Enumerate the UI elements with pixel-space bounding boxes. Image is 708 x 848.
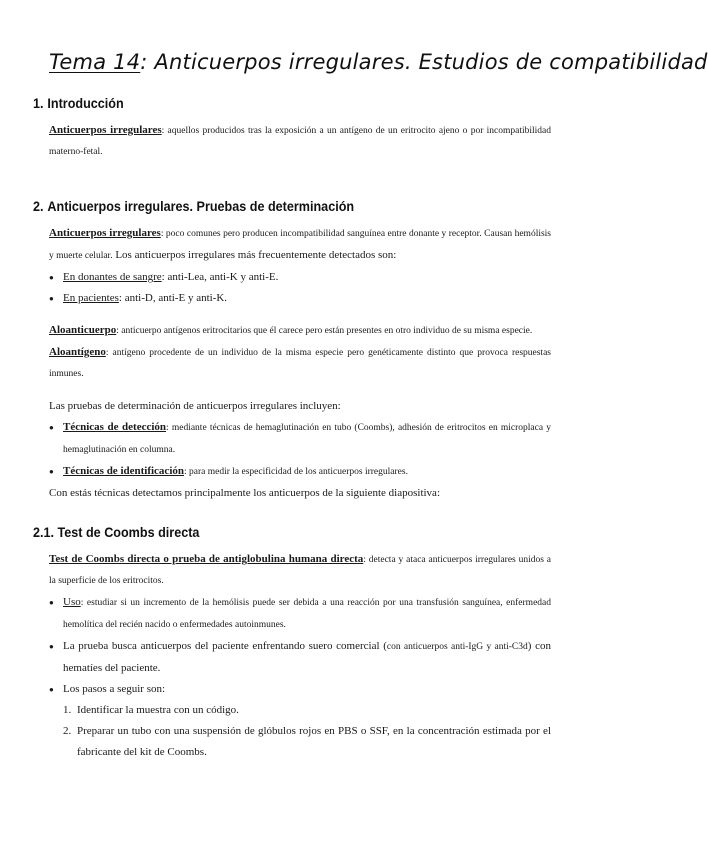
list-item: ● En donantes de sangre: anti-Lea, anti-K y anti-E. xyxy=(49,267,551,288)
section-2-1-heading: 2.1. Test de Coombs directa xyxy=(33,524,200,540)
coombs-bullets xyxy=(49,592,551,700)
s2-closing: Con estás técnicas detectamos principalmente los anticuerpos de la siguiente diapositiva: xyxy=(49,487,440,499)
list-item: ● Uso: estudiar si un incremento de la hemólisis puede ser debida a una reacción por una transfusión sanguínea, enfermedad hemolítica del recién nacido o enfermedades autoinmunes. xyxy=(49,592,551,636)
s2-term: Anticuerpos irregulares xyxy=(49,227,161,239)
s2-small-text: : poco comunes pero producen incompatibilidad sanguínea entre donante y receptor. Causan hemólisis y muerte celular. xyxy=(49,229,552,261)
s1-term: Anticuerpos irregulares xyxy=(49,124,162,136)
step-item: 1. Identificar la muestra con un código. xyxy=(63,704,239,716)
s1-paragraph xyxy=(49,120,551,163)
section-coombs-directa xyxy=(33,524,551,763)
s2-rest-text: Los anticuerpos irregulares más frecuentemente detectados son: xyxy=(112,249,397,261)
coombs-definition: Test de Coombs directa o prueba de antiglobulina humana directa: detecta y ataca anticuerpos irregulares unidos a la superficie de los eritrocitos. xyxy=(49,553,551,586)
list-item: ● Los pasos a seguir son: xyxy=(49,679,551,700)
tecnicas-list xyxy=(49,417,551,483)
section-pruebas xyxy=(33,198,552,504)
list-item: ● En pacientes: anti-D, anti-E y anti-K. xyxy=(49,288,551,309)
list-item: ● Técnicas de identificación: para medir la especificidad de los anticuerpos irregulares. xyxy=(49,461,551,483)
s2-paragraph-1 xyxy=(49,223,551,267)
title-prefix: Tema 14 xyxy=(49,50,141,74)
title-rest: : Anticuerpos irregulares. Estudios de compatibilidad xyxy=(140,50,708,74)
aloanticuerpo-definition: Aloanticuerpo: anticuerpo antígenos eritrocitarios que él carece pero están presentes en otro individuo de su misma especie. xyxy=(49,324,533,336)
section-1-heading: 1. Introducción xyxy=(33,95,124,111)
coombs-steps xyxy=(49,700,551,763)
frequent-antibodies-list xyxy=(49,267,551,309)
aloantigeno-definition: Aloantígeno: antígeno procedente de un individuo de la misma especie pero genéticamente distinto que provoca respuestas inmunes. xyxy=(49,346,551,379)
section-introduccion xyxy=(33,95,552,163)
list-item: ● La prueba busca anticuerpos del paciente enfrentando suero comercial (con anticuerpos anti-IgG y anti-C3d) con hematíes del paciente. xyxy=(49,636,551,679)
s1-text: : aquellos producidos tras la exposición a un antígeno de un eritrocito ajeno o por incompatibilidad materno-fetal. xyxy=(49,126,552,157)
document-title xyxy=(49,0,708,74)
section-2-heading: 2. Anticuerpos irregulares. Pruebas de determinación xyxy=(33,198,355,214)
pruebas-intro: Las pruebas de determinación de anticuerpos irregulares incluyen: xyxy=(49,400,341,412)
list-item: ● Técnicas de detección: mediante técnicas de hemaglutinación en tubo (Coombs), adhesión de eritrocitos en microplaca y hemaglutinación en columna. xyxy=(49,417,551,461)
step-item: 2. Preparar un tubo con una suspensión de glóbulos rojos en PBS o SSF, en la concentración estimada por el fabricante del kit de Coombs. xyxy=(63,725,551,758)
